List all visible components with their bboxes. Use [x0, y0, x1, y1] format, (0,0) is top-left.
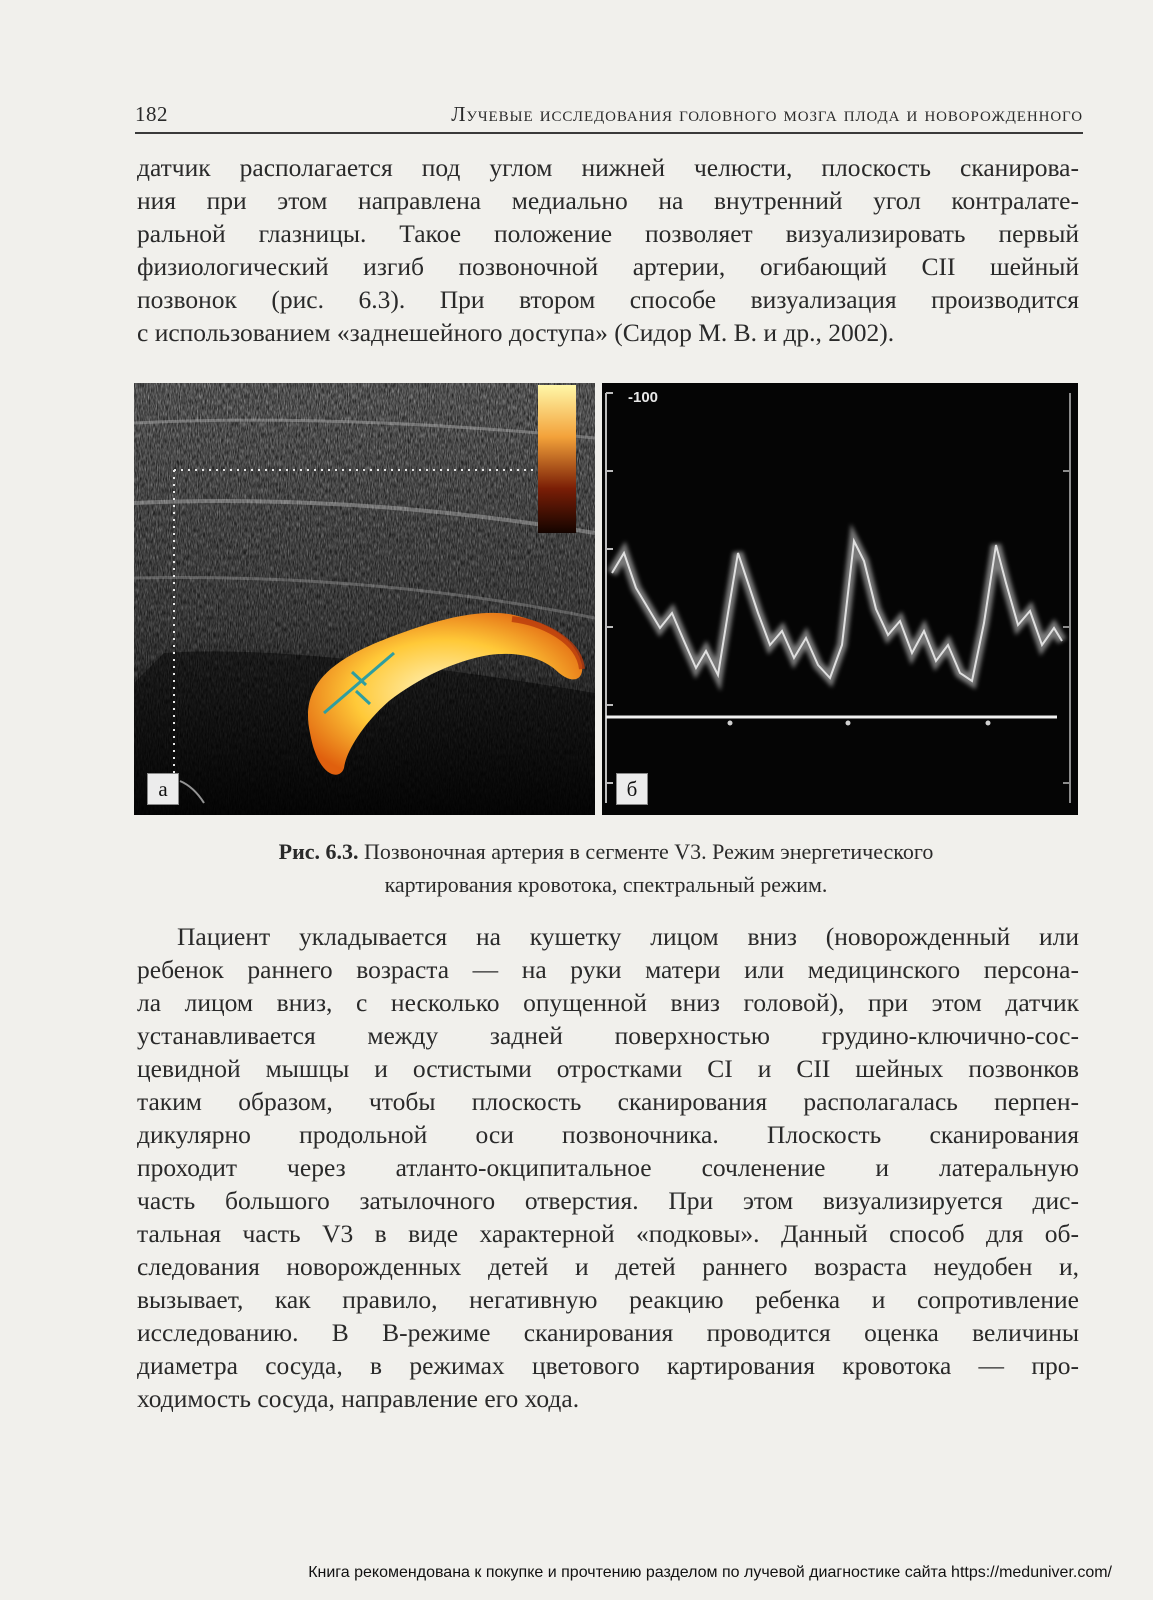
paragraph-line: часть большого затылочного отверстия. При этом визуализируется дис-: [137, 1186, 1079, 1215]
running-title: Лучевые исследования головного мозга плода и новорожденного: [451, 102, 1083, 126]
paragraph-line: дикулярно продольной оси позвоночника. Плоскость сканирования: [137, 1120, 1079, 1149]
paragraph-line: проходит через атланто-окципитальное сочленение и латеральную: [137, 1153, 1079, 1182]
paragraph-line: следования новорожденных детей и детей раннего возраста неудобен и,: [137, 1252, 1079, 1281]
paragraph-line: с использованием «заднешейного доступа» (Сидор М. В. и др., 2002).: [137, 318, 895, 347]
page-number: 182: [135, 102, 168, 126]
footer-note: Книга рекомендована к покупке и прочтению разделом по лучевой диагностике сайта https://meduniver.com/: [308, 1564, 1112, 1581]
figure-6-3: [134, 383, 1078, 815]
paragraph-line: ния при этом направлена медиально на внутренний угол контралате-: [137, 186, 1079, 215]
paragraph-line: Пациент укладывается на кушетку лицом вниз (новорожденный или: [177, 922, 1079, 951]
spectral-doppler-image: [602, 383, 1078, 815]
paragraph-line: ходимость сосуда, направление его хода.: [137, 1384, 580, 1413]
running-head: [135, 102, 1083, 134]
paragraph-line: таким образом, чтобы плоскость сканирования располагалась перпен-: [137, 1087, 1079, 1116]
color-scale-bar: [538, 385, 576, 533]
figure-caption: [150, 835, 1062, 901]
ultrasound-panel-b: [602, 383, 1078, 815]
paragraph-line: позвонок (рис. 6.3). При втором способе визуализация производится: [137, 285, 1079, 314]
panel-letter-a: а: [147, 773, 179, 805]
power-doppler-image: [134, 383, 595, 815]
paragraph-line: исследованию. В В-режиме сканирования проводится оценка величины: [137, 1318, 1079, 1347]
paragraph-line: ральной глазницы. Такое положение позволяет визуализировать первый: [137, 219, 1079, 248]
paragraph-line: тальная часть V3 в виде характерной «подковы». Данный способ для об-: [137, 1219, 1079, 1248]
paragraph-1: [137, 151, 1079, 349]
paragraph-line: ла лицом вниз, с несколько опущенной вниз головой), при этом датчик: [137, 988, 1079, 1017]
caption-line-1: [150, 835, 1062, 868]
paragraph-line: физиологический изгиб позвоночной артерии, огибающий CII шейный: [137, 252, 1079, 281]
ultrasound-panel-a: [134, 383, 595, 815]
panel-letter-b: б: [616, 773, 648, 805]
velocity-scale-value: -100: [628, 389, 659, 406]
caption-text-1: Позвоночная артерия в сегменте V3. Режим энергетического: [364, 839, 934, 864]
paragraph-line: цевидной мышцы и остистыми отростками CI и CII шейных позвонков: [137, 1054, 1079, 1083]
paragraph-line: вызывает, как правило, негативную реакцию ребенка и сопротивление: [137, 1285, 1079, 1314]
paragraph-line: устанавливается между задней поверхностью грудино-ключично-сос-: [137, 1021, 1079, 1050]
caption-line-2: картирования кровотока, спектральный режим.: [384, 872, 828, 897]
paragraph-line: датчик располагается под углом нижней челюсти, плоскость сканирова-: [137, 153, 1079, 182]
paragraph-line: ребенок раннего возраста — на руки матери или медицинского персона-: [137, 955, 1079, 984]
paragraph-line: диаметра сосуда, в режимах цветового картирования кровотока — про-: [137, 1351, 1079, 1380]
paragraph-2: [137, 920, 1079, 1415]
caption-label: Рис. 6.3.: [278, 839, 359, 864]
